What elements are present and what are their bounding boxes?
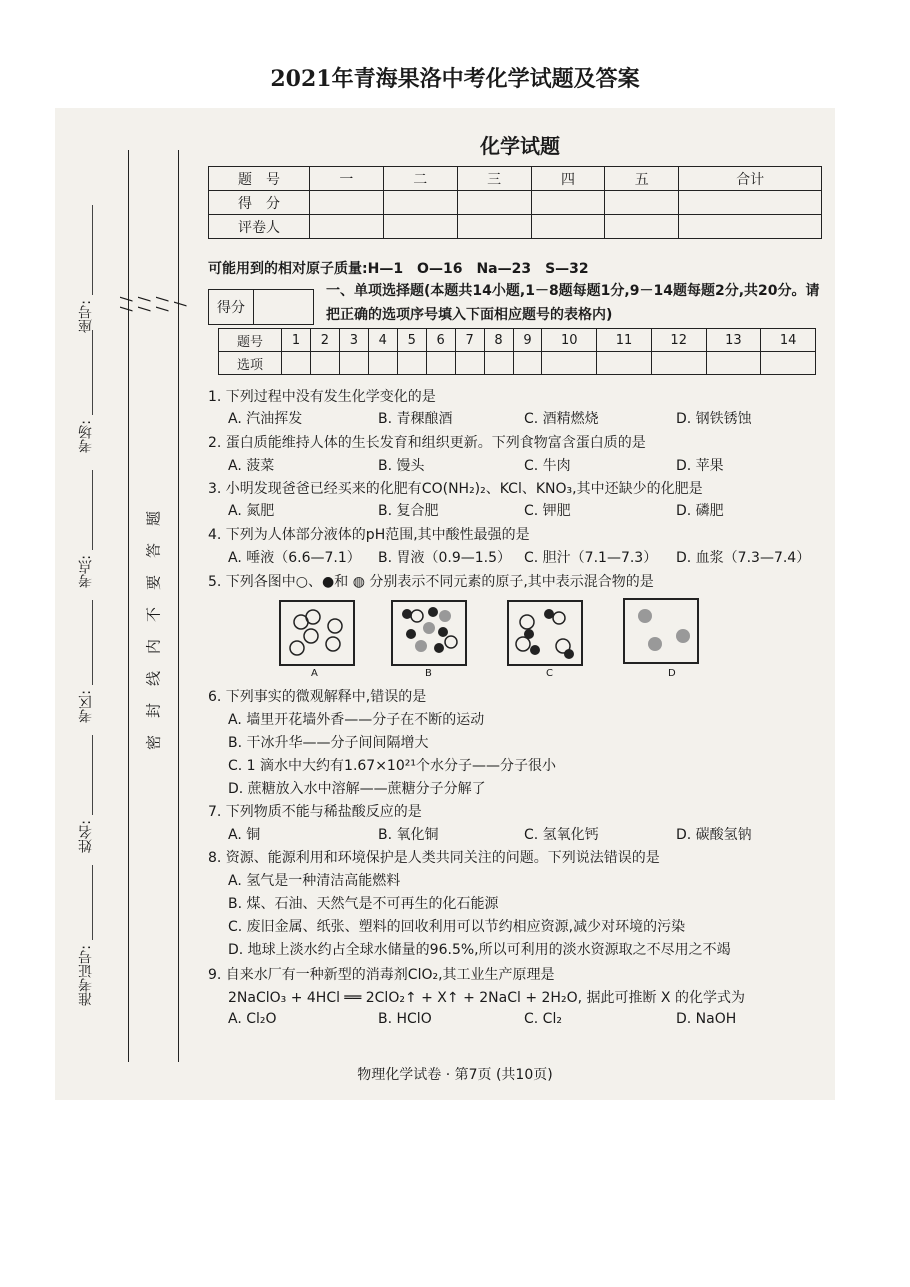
q4-option-b: B. 胃液（0.9—1.5） <box>378 550 512 566</box>
figure-b-box <box>391 600 467 666</box>
q9-option-d: D. NaOH <box>676 1011 737 1027</box>
q2-option-c: C. 牛肉 <box>524 458 571 474</box>
answer-input-cell[interactable] <box>513 352 542 375</box>
score-input-cell[interactable] <box>310 191 384 215</box>
answer-input-cell[interactable] <box>339 352 368 375</box>
question-6: 6. 下列事实的微观解释中,错误的是 <box>208 689 427 705</box>
answer-number: 3 <box>339 329 368 352</box>
question-8: 8. 资源、能源利用和环境保护是人类共同关注的问题。下列说法错误的是 <box>208 850 660 866</box>
section-score-box <box>208 289 314 325</box>
question-5: 5. 下列各图中○、●和 ◍ 分别表示不同元素的原子,其中表示混合物的是 <box>208 574 654 590</box>
answer-number: 6 <box>426 329 455 352</box>
binding-char: 不 <box>144 607 163 623</box>
score-input-cell[interactable] <box>679 191 822 215</box>
score-row-label: 得 分 <box>209 191 310 215</box>
answer-input-cell[interactable] <box>651 352 706 375</box>
name-label: 姓名: <box>78 820 94 853</box>
exam-room-label: 考场: <box>78 420 94 453</box>
answer-input-cell[interactable] <box>455 352 484 375</box>
q9-equation: 2NaClO₃ + 4HCl ══ 2ClO₂↑ + X↑ + 2NaCl + 2H₂O, 据此可推断 X 的化学式为 <box>228 990 745 1006</box>
q4-option-d: D. 血浆（7.3—7.4） <box>676 550 811 566</box>
q6-option-a: A. 墙里开花墙外香——分子在不断的运动 <box>228 712 485 728</box>
binding-char: 答 <box>144 543 163 559</box>
q4-option-a: A. 唾液（6.6—7.1） <box>228 550 361 566</box>
answer-number: 13 <box>706 329 761 352</box>
answer-input-cell[interactable] <box>706 352 761 375</box>
admission-number-label: 准考证号: <box>78 945 94 1006</box>
answer-input-cell[interactable] <box>542 352 597 375</box>
q2-option-a: A. 菠菜 <box>228 458 275 474</box>
figure-b-label: B <box>425 668 432 679</box>
score-header-cell: 题 号 <box>209 167 310 191</box>
answer-number: 2 <box>310 329 339 352</box>
q7-option-b: B. 氧化铜 <box>378 827 439 843</box>
q8-option-c: C. 废旧金属、纸张、塑料的回收利用可以节约相应资源,减少对环境的污染 <box>228 919 686 935</box>
answer-input-cell[interactable] <box>310 352 339 375</box>
exam-district-label: 考区: <box>78 690 94 723</box>
q3-option-d: D. 磷肥 <box>676 503 724 519</box>
q1-option-b: B. 青稞酿酒 <box>378 411 453 427</box>
figure-d-label: D <box>668 668 676 679</box>
q6-option-d: D. 蔗糖放入水中溶解——蔗糖分子分解了 <box>228 781 486 797</box>
answer-table <box>218 328 816 375</box>
admission-number-line <box>92 865 93 940</box>
grader-input-cell[interactable] <box>310 215 384 239</box>
answer-input-cell[interactable] <box>761 352 816 375</box>
answer-number: 4 <box>368 329 397 352</box>
name-line <box>92 735 93 815</box>
figure-a-label: A <box>311 668 318 679</box>
q3-option-a: A. 氮肥 <box>228 503 275 519</box>
q6-option-b: B. 干冰升华——分子间间隔增大 <box>228 735 429 751</box>
figure-b-atoms <box>393 602 465 664</box>
answer-number: 12 <box>651 329 706 352</box>
score-header-cell: 一 <box>310 167 384 191</box>
binding-char: 题 <box>144 511 163 527</box>
answer-number: 14 <box>761 329 816 352</box>
q7-option-c: C. 氢氧化钙 <box>524 827 599 843</box>
q6-option-c: C. 1 滴水中大约有1.67×10²¹个水分子——分子很小 <box>228 758 556 774</box>
score-header-cell: 四 <box>531 167 605 191</box>
grader-input-cell[interactable] <box>457 215 531 239</box>
q2-option-b: B. 馒头 <box>378 458 425 474</box>
seat-number-line <box>92 205 93 295</box>
answer-input-cell[interactable] <box>597 352 652 375</box>
q7-option-d: D. 碳酸氢钠 <box>676 827 752 843</box>
q8-option-b: B. 煤、石油、天然气是不可再生的化石能源 <box>228 896 499 912</box>
score-header-cell: 二 <box>383 167 457 191</box>
answer-number: 8 <box>484 329 513 352</box>
answer-row-label: 选项 <box>219 352 282 375</box>
exam-site-label: 考点: <box>78 555 94 588</box>
binding-char: 封 <box>144 703 163 719</box>
score-header-cell: 三 <box>457 167 531 191</box>
binding-char: 内 <box>144 639 163 655</box>
answer-input-cell[interactable] <box>484 352 513 375</box>
section-score-label: 得分 <box>209 290 254 324</box>
exam-district-line <box>92 600 93 685</box>
exam-site-line <box>92 470 93 550</box>
binding-slashes: / / / / / / / <box>117 296 189 312</box>
q9-option-c: C. Cl₂ <box>524 1011 562 1027</box>
binding-char: 要 <box>144 575 163 591</box>
binding-char: 线 <box>144 671 163 687</box>
binding-line-outer <box>128 150 129 1062</box>
figure-d-atoms <box>625 600 697 662</box>
answer-row-label: 题号 <box>219 329 282 352</box>
q8-option-d: D. 地球上淡水约占全球水储量的96.5%,所以可利用的淡水资源取之不尽用之不竭 <box>228 942 731 958</box>
score-input-cell[interactable] <box>531 191 605 215</box>
score-input-cell[interactable] <box>383 191 457 215</box>
q4-option-c: C. 胆汁（7.1—7.3） <box>524 550 658 566</box>
grader-input-cell[interactable] <box>679 215 822 239</box>
q3-option-b: B. 复合肥 <box>378 503 439 519</box>
score-table <box>208 166 822 239</box>
figure-c-atoms <box>509 602 581 664</box>
score-input-cell[interactable] <box>605 191 679 215</box>
exam-room-line <box>92 330 93 415</box>
figure-a-box <box>279 600 355 666</box>
question-7: 7. 下列物质不能与稀盐酸反应的是 <box>208 804 422 820</box>
section-score-input[interactable] <box>254 290 313 324</box>
q3-option-c: C. 钾肥 <box>524 503 571 519</box>
q9-option-b: B. HClO <box>378 1011 432 1027</box>
binding-warning <box>117 268 189 968</box>
score-row-label: 评卷人 <box>209 215 310 239</box>
answer-input-cell[interactable] <box>397 352 426 375</box>
score-input-cell[interactable] <box>457 191 531 215</box>
question-9: 9. 自来水厂有一种新型的消毒剂ClO₂,其工业生产原理是 <box>208 967 555 983</box>
q8-option-a: A. 氢气是一种清洁高能燃料 <box>228 873 401 889</box>
answer-number: 7 <box>455 329 484 352</box>
figure-c-label: C <box>546 668 553 679</box>
binding-line-inner <box>178 150 179 1062</box>
atomic-masses: 可能用到的相对原子质量:H—1 O—16 Na—23 S—32 <box>208 261 589 277</box>
answer-number: 5 <box>397 329 426 352</box>
q1-option-a: A. 汽油挥发 <box>228 411 303 427</box>
score-header-cell: 五 <box>605 167 679 191</box>
answer-number: 11 <box>597 329 652 352</box>
question-2: 2. 蛋白质能维持人体的生长发育和组织更新。下列食物富含蛋白质的是 <box>208 435 646 451</box>
answer-input-cell[interactable] <box>426 352 455 375</box>
answer-input-cell[interactable] <box>282 352 311 375</box>
document-title: 2021年青海果洛中考化学试题及答案 <box>270 66 640 92</box>
question-1: 1. 下列过程中没有发生化学变化的是 <box>208 389 436 405</box>
exam-title: 化学试题 <box>480 134 560 158</box>
figure-c-box <box>507 600 583 666</box>
figure-a-atoms <box>281 602 353 664</box>
binding-char: 密 <box>144 735 163 751</box>
grader-input-cell[interactable] <box>605 215 679 239</box>
seat-number-label: 座号: <box>78 300 94 333</box>
q1-option-d: D. 钢铁锈蚀 <box>676 411 752 427</box>
q7-option-a: A. 铜 <box>228 827 261 843</box>
answer-number: 10 <box>542 329 597 352</box>
question-3: 3. 小明发现爸爸已经买来的化肥有CO(NH₂)₂、KCl、KNO₃,其中还缺少的化肥是 <box>208 481 703 497</box>
q1-option-c: C. 酒精燃烧 <box>524 411 599 427</box>
answer-number: 1 <box>282 329 311 352</box>
question-4: 4. 下列为人体部分液体的pH范围,其中酸性最强的是 <box>208 527 530 543</box>
section-one-heading: 一、单项选择题(本题共14小题,1－8题每题1分,9－14题每题2分,共20分。请把正确的选项序号填入下面相应题号的表格内) <box>326 283 820 323</box>
grader-input-cell[interactable] <box>383 215 457 239</box>
grader-input-cell[interactable] <box>531 215 605 239</box>
answer-input-cell[interactable] <box>368 352 397 375</box>
q9-option-a: A. Cl₂O <box>228 1011 277 1027</box>
q2-option-d: D. 苹果 <box>676 458 724 474</box>
score-header-cell: 合计 <box>679 167 822 191</box>
figure-d-box <box>623 598 699 664</box>
answer-number: 9 <box>513 329 542 352</box>
page-footer: 物理化学试卷 · 第7页 (共10页) <box>357 1067 553 1083</box>
